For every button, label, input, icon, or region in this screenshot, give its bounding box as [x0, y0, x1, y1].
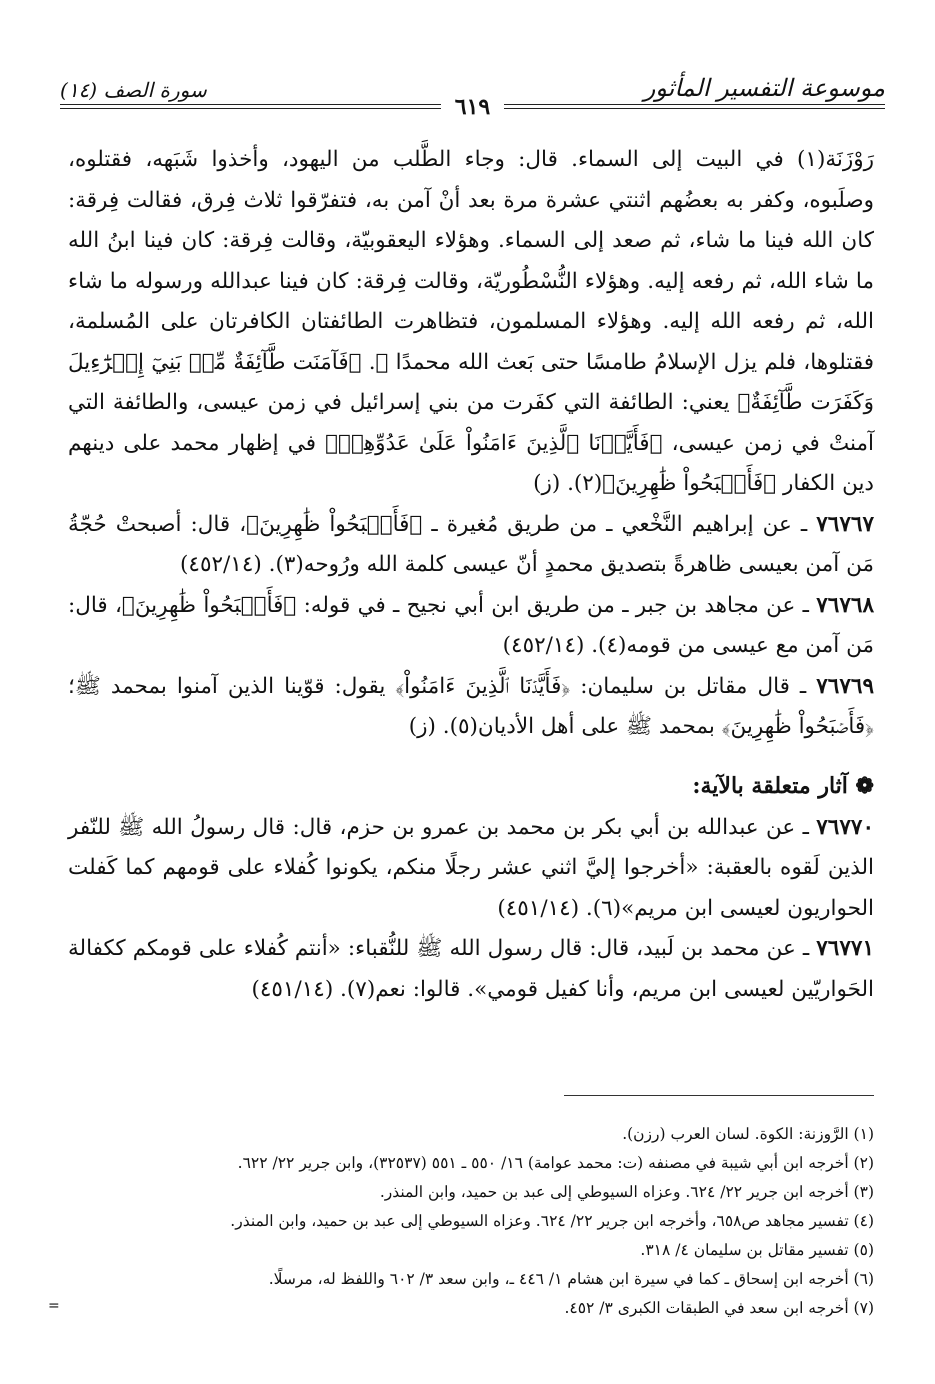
footnote-3: (٣) أخرجه ابن جرير ٢٢/ ٦٢٤. وعزاه السيوطي إلى عبد بن حميد، وابن المنذر. — [379, 1183, 874, 1201]
page-header — [60, 70, 885, 122]
main-text — [68, 140, 874, 1010]
margin-mark: = — [48, 1298, 60, 1314]
footnotes — [68, 1120, 874, 1323]
narration-number: ٧٦٧٦٨ — [816, 592, 874, 618]
footnote-4: (٤) تفسير مجاهد ص٦٥٨، وأخرجه ابن جرير ٢٢/ ٦٢٤. وعزاه السيوطي إلى عبد بن حميد، وابن المنذر. — [230, 1212, 874, 1230]
narration-number: ٧٦٧٧١ — [816, 936, 874, 961]
narration-text: ـ قال مقاتل بن سليمان: ﴿فَأَيَّدۡنَا ٱلَّذِينَ ءَامَنُواْ﴾ يقول: قوّينا الذين آمنوا بمحمد ﷺ؛ ﴿فَأَصۡبَحُواْ ظَٰهِرِينَ﴾ بمحمد ﷺ على أهل الأديان(٥). (ز) — [68, 673, 874, 739]
narration-76770 — [68, 808, 874, 930]
narration-76769 — [68, 667, 874, 748]
narration-text: ـ عن إبراهيم النَّخْعي ـ من طريق مُغيرة ـ ﴿فَأَصۡبَحُواْ ظَٰهِرِينَ﴾، قال: أصبحتْ حُجّةُ مَن آمن بعيسى ظاهرةً بتصديق محمدٍ أنّ عيسى كلمة الله ورُوحه(٣). (٤٥٢/١٤) — [68, 511, 874, 577]
book-title: موسوعة التفسير المأثور — [643, 74, 885, 102]
paragraph: رَوْزَنَة(١) في البيت إلى السماء. قال: وجاء الطَّلب من اليهود، وأخذوا شَبَهه، فقتلوه، وصلَبوه، وكفر به بعضُهم اثنتي عشرة مرة بعد أنْ آمن به، فتفرّقوا ثلاث فِرق، فقالت فِرقة: كان الله فينا ما شاء، ثم صعد إلى السماء. وهؤلاء اليعقوبيّة، وقالت فِرقة: كان فينا ابنُ الله ما شاء الله، ثم رفعه إليه. وهؤلاء النُّسْطُوريّة، وقالت فِرقة: كان فينا عبدالله ورسوله ما شاء الله، ثم رفعه الله إليه. وهؤلاء المسلمون، فتظاهرت الطائفتان الكافرتان على المُسلمة، فقتلوها، فلم يزل الإسلامُ طامسًا حتى بَعث الله محمدًا ﷺ. ﴿فَآمَنَت طَّآئِفَةٌ مِّنۢ بَنِيٓ إِسۡرَٰٓءِيلَ وَكَفَرَت طَّآئِفَةٌ﴾ يعني: الطائفة التي كفَرت من بني إسرائيل في زمن عيسى، والطائفة التي آمنتْ في زمن عيسى، ﴿فَأَيَّدۡنَا ٱلَّذِينَ ءَامَنُواْ عَلَىٰ عَدُوِّهِمۡ﴾ في إظهار محمد على دينهم دين الكفار ﴿فَأَصۡبَحُواْ ظَٰهِرِينَ﴾(٢). (ز) — [68, 147, 874, 496]
footnote-7: (٧) أخرجه ابن سعد في الطبقات الكبرى ٣/ ٤٥٢. — [564, 1299, 874, 1317]
narration-number: ٧٦٧٧٠ — [816, 814, 874, 840]
page-number-text: ٦١٩ — [441, 94, 504, 120]
footnote-separator — [564, 1095, 874, 1096]
narration-number: ٧٦٧٦٩ — [816, 673, 874, 699]
narration-text: ـ عن محمد بن لَبيد، قال: قال رسول الله ﷺ للنُّقباء: «أنتم كُفلاء على قومكم ككفالة الحَواريّين لعيسى ابن مريم، وأنا كفيل قومي». قالوا: نعم(٧). (٤٥١/١٤) — [68, 936, 874, 1002]
footnote-5: (٥) تفسير مقاتل بن سليمان ٤/ ٣١٨. — [640, 1241, 874, 1259]
narration-text: ـ عن عبدالله بن أبي بكر بن محمد بن عمرو بن حزم، قال: قال رسولُ الله ﷺ للنّفر الذين لَقوه بالعقبة: «أخرجوا إليَّ اثني عشر رجلًا منكم، يكونوا كُفلاء على قومهم كما كَفلت الحواريون لعيسى ابن مريم»(٦). (٤٥١/١٤) — [68, 814, 874, 921]
footnote-1: (١) الرَّوزنة: الكوة. لسان العرب (رزن). — [622, 1125, 874, 1143]
narration-number: ٧٦٧٦٧ — [816, 511, 874, 537]
footnote-6: (٦) أخرجه ابن إسحاق ـ كما في سيرة ابن هشام ١/ ٤٤٦ ـ، وابن سعد ٣/ ٦٠٢ واللفظ له، مرسلًا. — [268, 1270, 874, 1288]
narration-text: ـ عن مجاهد بن جبر ـ من طريق ابن أبي نجيح ـ في قوله: ﴿فَأَصۡبَحُواْ ظَٰهِرِينَ﴾، قال: مَن آمن مع عيسى من قومه(٤). (٤٥٢/١٤) — [68, 592, 874, 658]
page-number — [60, 94, 885, 120]
footnote-2: (٢) أخرجه ابن أبي شيبة في مصنفه (ت: محمد عوامة) ١٦/ ٥٥٠ ـ ٥٥١ (٣٢٥٣٧)، وابن جرير ٢٢/ ٦٢٢. — [237, 1154, 874, 1172]
section-heading: ❁ آثار متعلقة بالآية: — [692, 772, 874, 799]
narration-76771 — [68, 929, 874, 1010]
narration-76767 — [68, 505, 874, 586]
narration-76768 — [68, 586, 874, 667]
surah-title: سورة الصف (١٤) — [60, 78, 207, 102]
